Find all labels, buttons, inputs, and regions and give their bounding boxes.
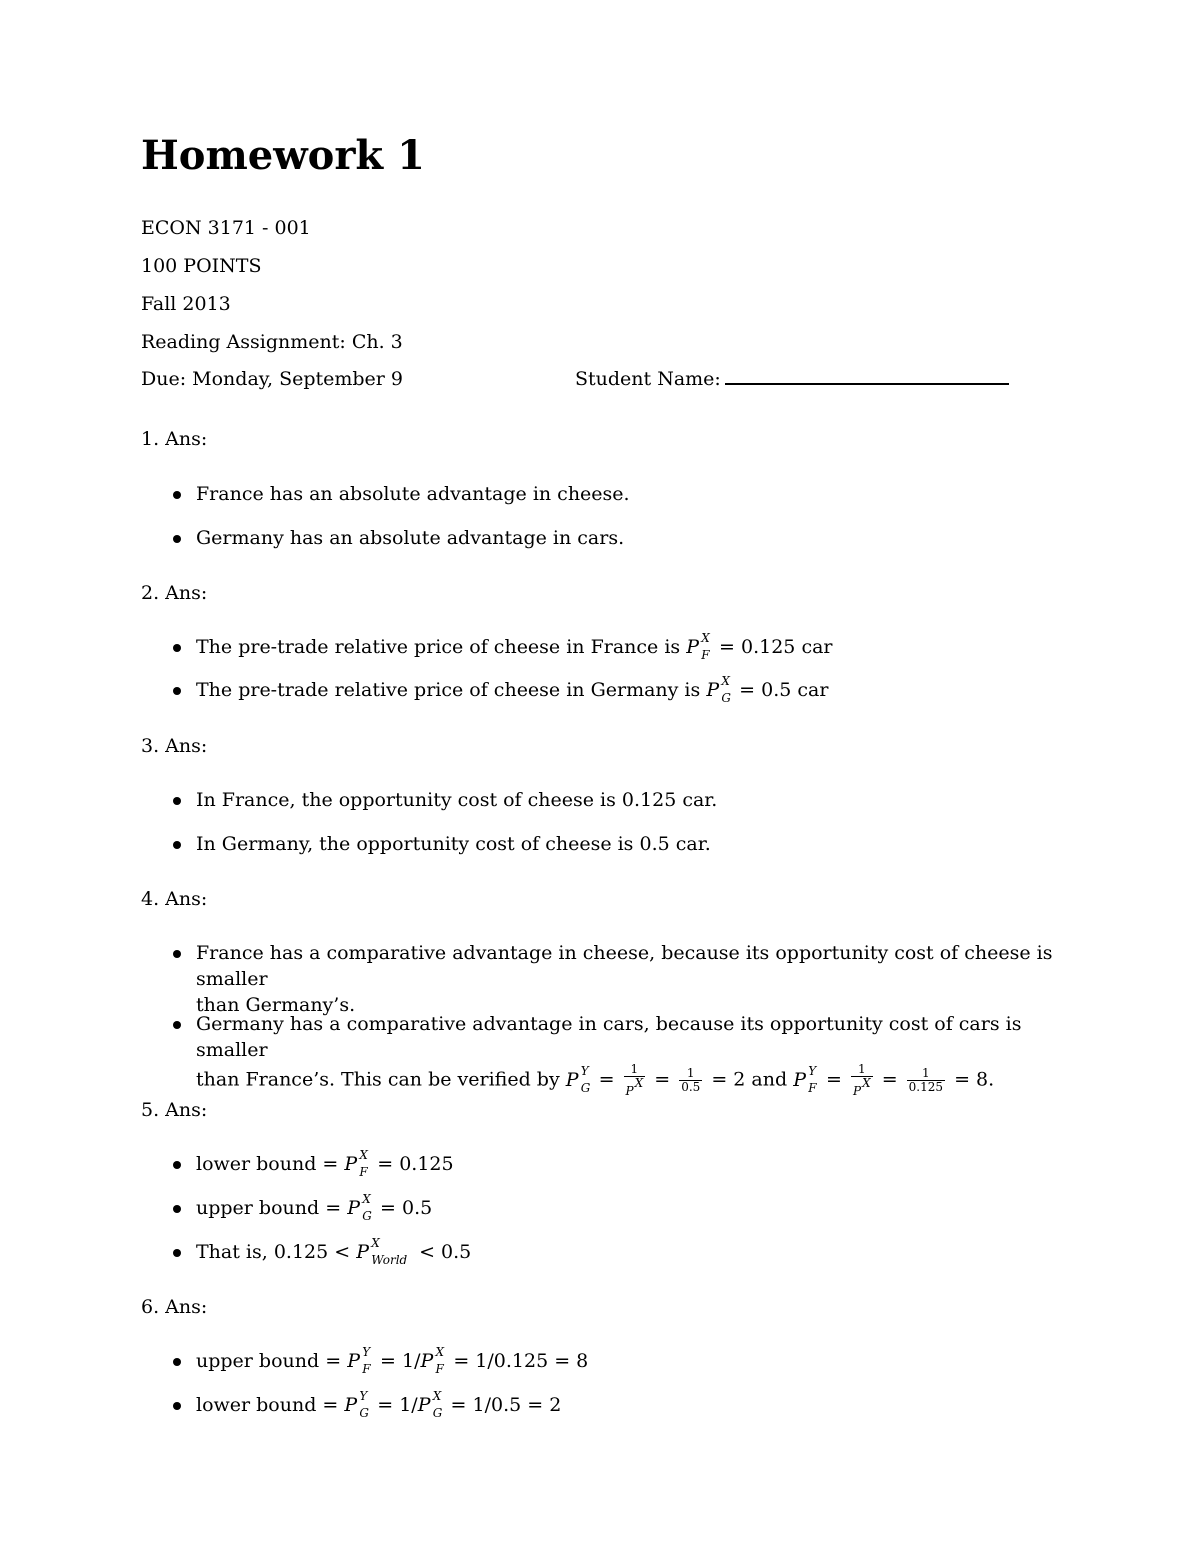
bullet-icon — [173, 797, 181, 805]
question-2-label: 2. Ans: — [141, 582, 208, 604]
points: 100 POINTS — [141, 255, 262, 277]
q4-answer-b: Germany has a comparative advantage in cars, because its opportunity cost of cars is smaller than France’s. This can be verified by P Y G = $\frac{1}{PX}$ = $\frac{1}{0.5}$ = 2 and P Y F = $\frac{1}{PX}$ = $\frac{1}{0.125}$ = 8. — [196, 1013, 1022, 1098]
q2-answer-a: The pre-trade relative price of cheese in France is P X F = 0.125 car — [196, 631, 833, 662]
q5-answer-b: upper bound = P X G = 0.5 — [196, 1192, 433, 1223]
q2-answer-b: The pre-trade relative price of cheese in Germany is P X G = 0.5 car — [196, 674, 829, 705]
bullet-icon — [173, 1205, 181, 1213]
bullet-icon — [173, 687, 181, 695]
course-code: ECON 3171 - 001 — [141, 217, 311, 239]
bullet-icon — [173, 841, 181, 849]
question-6-label: 6. Ans: — [141, 1296, 208, 1318]
q5-answer-c: That is, 0.125 < P X World < 0.5 — [196, 1236, 472, 1267]
student-name-blank[interactable] — [725, 367, 1009, 385]
reading-assignment: Reading Assignment: Ch. 3 — [141, 331, 403, 353]
bullet-icon — [173, 535, 181, 543]
bullet-icon — [173, 1161, 181, 1169]
q3-answer-a: In France, the opportunity cost of cheese is 0.125 car. — [196, 789, 718, 811]
due-date: Due: Monday, September 9 — [141, 368, 404, 390]
q4-answer-a: France has a comparative advantage in cheese, because its opportunity cost of cheese is smaller than Germany’s. — [196, 942, 1053, 1016]
q3-answer-b: In Germany, the opportunity cost of cheese is 0.5 car. — [196, 833, 711, 855]
q6-answer-a: upper bound = P Y F = 1/P X F = 1/0.125 = 8 — [196, 1345, 589, 1376]
q1-answer-b: Germany has an absolute advantage in cars. — [196, 527, 625, 549]
bullet-icon — [173, 1402, 181, 1410]
q5-answer-a: lower bound = P X F = 0.125 — [196, 1148, 454, 1179]
student-name-label: Student Name: — [575, 368, 721, 390]
bullet-icon — [173, 1021, 181, 1029]
bullet-icon — [173, 491, 181, 499]
bullet-icon — [173, 950, 181, 958]
bullet-icon — [173, 1358, 181, 1366]
question-5-label: 5. Ans: — [141, 1099, 208, 1121]
question-3-label: 3. Ans: — [141, 735, 208, 757]
term: Fall 2013 — [141, 293, 231, 315]
page-title: Homework 1 — [141, 132, 425, 179]
q1-answer-a: France has an absolute advantage in cheese. — [196, 483, 630, 505]
question-4-label: 4. Ans: — [141, 888, 208, 910]
student-name-field[interactable] — [575, 366, 1009, 392]
bullet-icon — [173, 644, 181, 652]
bullet-icon — [173, 1249, 181, 1257]
q6-answer-b: lower bound = P Y G = 1/P X G = 1/0.5 = 2 — [196, 1389, 562, 1420]
question-1-label: 1. Ans: — [141, 428, 208, 450]
